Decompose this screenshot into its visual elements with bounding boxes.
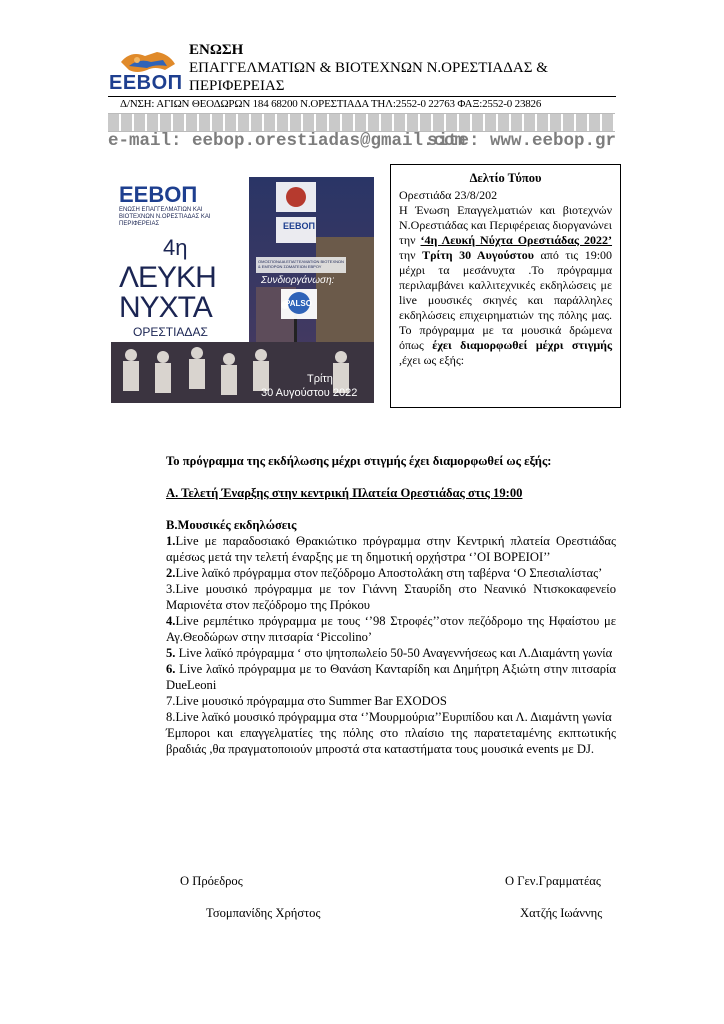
org-line-1: ΕΝΩΣΗ	[189, 42, 244, 58]
item-text: Live μουσικό πρόγραμμα στο Summer Bar EXODOS	[175, 694, 447, 708]
poster-number: 4η	[163, 235, 188, 260]
poster-title-2: ΝΥΧΤΑ	[119, 291, 212, 324]
item-text: Live με παραδοσιακό Θρακιώτικο πρόγραμμα στην Κεντρική πλατεία Ορεστιάδας αμέσως μετά την τελετή έναρξης με τη δημοτική ορχήστρα ‘’ΟΙ ΒΟΡΕΙΟΙ’’	[166, 534, 616, 564]
press-text-c: από τις 19:00 μέχρι τα μεσάνυχτα .Το πρόγραμμα περιλαμβάνει καλλιτεχνικές εκδηλώσεις με live μουσικές σκηνές και παράλληλες εκδηλώσεις επιχειρηματιών της πόλης μας. Το πρόγραμμα με τα μουσικά δρώμενα όπως	[399, 248, 613, 352]
press-title: Δελτίο Τύπου	[469, 171, 542, 185]
poster-palso: PALSO	[285, 299, 312, 308]
press-date: Ορεστιάδα 23/8/202	[399, 188, 498, 202]
press-text-b: την	[399, 248, 416, 262]
item-text: Live ρεμπέτικο πρόγραμμα με τους ‘’98 Στροφές’’στον πεζόδρομο της Ηφαίστου με Αγ.Θεοδώρων στην πιτσαρία ‘Piccolino’	[166, 614, 616, 644]
section-b: Β.Μουσικές εκδηλώσεις	[166, 518, 297, 532]
organization-name	[189, 41, 609, 95]
poster-org-logo: ΕΕΒΟΠ	[119, 182, 198, 207]
contact-line	[108, 131, 616, 151]
item-text: Live λαϊκό πρόγραμμα ‘ στο ψητοπωλείο 50-50 Αναγεννήσεως και Λ.Διαμάντη γωνία	[175, 646, 613, 660]
poster-date: 30 Αυγούστου 2022	[261, 387, 358, 399]
item-number: 6.	[166, 662, 176, 676]
list-item	[166, 709, 616, 725]
music-list	[166, 533, 616, 757]
signature-right-name: Χατζής Ιωάννης	[520, 906, 603, 920]
poster-title-1: ΛΕΥΚΗ	[119, 261, 216, 294]
press-event-name: ‘4η Λευκή Νύχτα Ορεστιάδας 2022’	[420, 233, 613, 247]
list-item	[166, 645, 616, 661]
eebop-logo	[107, 44, 185, 96]
email-text: e-mail: eebop.orestiadas@gmail.com	[108, 131, 466, 151]
item-text: Live λαϊκό πρόγραμμα στον πεζόδρομο Αποστολάκη στη ταβέρνα ‘Ο Σπεσιαλίστας’	[175, 566, 603, 580]
list-item	[166, 565, 616, 581]
item-number: 2.	[166, 566, 176, 580]
program-intro: Το πρόγραμμα της εκδήλωσης μέχρι στιγμής έχει διαμορφωθεί ως εξής:	[166, 454, 552, 468]
signature-left-name: Τσομπανίδης Χρήστος	[206, 906, 321, 920]
address-line: Δ/ΝΣΗ: ΑΓΙΩΝ ΘΕΟΔΩΡΩΝ 184 68200 Ν.ΟΡΕΣΤΙΑΔΑ ΤΗΛ:2552-0 22763 ΦΑΞ:2552-0 23826	[120, 98, 542, 110]
org-line-3: ΠΕΡΙΦΕΡΕΙΑΣ	[189, 78, 285, 94]
poster-sponsor-logo: ΕΕΒΟΠ	[283, 221, 316, 231]
poster-title-3: ΟΡΕΣΤΙΑΔΑΣ	[133, 325, 208, 339]
list-item	[166, 613, 616, 645]
list-item	[166, 581, 616, 613]
section-a: Α. Τελετή Έναρξης στην κεντρική Πλατεία Ορεστιάδας στις 19:00	[166, 486, 523, 500]
poster-day: Τρίτη	[307, 373, 333, 385]
item-text: Live λαϊκό μουσικό πρόγραμμα στα ‘’Μουρμούρια’’Ευριπίδου και Λ. Διαμάντη γωνία	[175, 710, 612, 724]
item-number: 7.	[166, 694, 176, 708]
header-rule	[108, 96, 616, 97]
item-number: 8.	[166, 710, 176, 724]
poster-org-sub: ΕΝΩΣΗ ΕΠΑΓΓΕΛΜΑΤΙΩΝ ΚΑΙ ΒΙΟΤΕΧΝΩΝ Ν.ΟΡΕΣΤΙΑΔΑΣ ΚΑΙ ΠΕΡΙΦΕΡΕΙΑΣ	[119, 207, 211, 227]
press-bold-2: έχει διαμορφωθεί μέχρι στιγμής	[432, 338, 613, 352]
item-number: 1.	[166, 534, 176, 548]
event-poster	[111, 177, 374, 403]
signature-left-role: Ο Πρόεδρος	[180, 874, 243, 888]
closing-paragraph: Έμποροι και επαγγελματίες της πόλης στο πλαίσιο της παρατεταμένης εκπτωτικής βραδιάς ,θα πραγματοποιούν μπροστά στα καταστήματα τους μουσικά events με DJ.	[166, 726, 616, 756]
poster-federation: ΟΜΟΣΠΟΝΔΙΑ ΕΠΑΓΓΕΛΜΑΤΙΩΝ ΒΙΟΤΕΧΝΩΝ & ΕΜΠΟΡΩΝ ΣΩΜΑΤΕΙΩΝ ΕΒΡΟΥ	[258, 259, 344, 269]
item-text: Live λαϊκό πρόγραμμα με το Θανάση Κανταρίδη και Δημήτρη Αξιώτη στην πιτσαρία DueLeoni	[166, 662, 616, 692]
press-paragraph	[399, 203, 612, 368]
item-text: Live μουσικό πρόγραμμα με τον Γιάννη Σταυρίδη στο Νεανικό Ντισκοκαφενείο Μαριονέτα στον πεζόδρομο της Πρόκου	[166, 582, 616, 612]
list-item	[166, 661, 616, 693]
press-event-day: Τρίτη 30 Αυγούστου	[422, 248, 534, 262]
list-item	[166, 533, 616, 565]
press-text-a: Η Ένωση Επαγγελματιών και βιοτεχνών Ν.Ορεστιάδας και Περιφέρειας διοργανώνει την	[399, 203, 612, 247]
press-text-d: ,έχει ως εξής:	[399, 353, 465, 367]
decorative-stripe	[108, 113, 615, 132]
press-release-box	[390, 164, 621, 408]
list-item	[166, 693, 616, 709]
item-number: 3.	[166, 582, 176, 596]
signature-right-role: Ο Γεν.Γραμματέας	[505, 874, 601, 888]
site-text: site: www.eebop.gr	[426, 131, 616, 151]
org-line-2: ΕΠΑΓΓΕΛΜΑΤΙΩΝ & ΒΙΟΤΕΧΝΩΝ Ν.ΟΡΕΣΤΙΑΔΑΣ &	[189, 60, 548, 76]
poster-cooperation: Συνδιοργάνωση:	[261, 275, 335, 286]
logo-text: ΕΕΒΟΠ	[109, 72, 183, 94]
item-number: 4.	[166, 614, 176, 628]
item-number: 5.	[166, 646, 176, 660]
